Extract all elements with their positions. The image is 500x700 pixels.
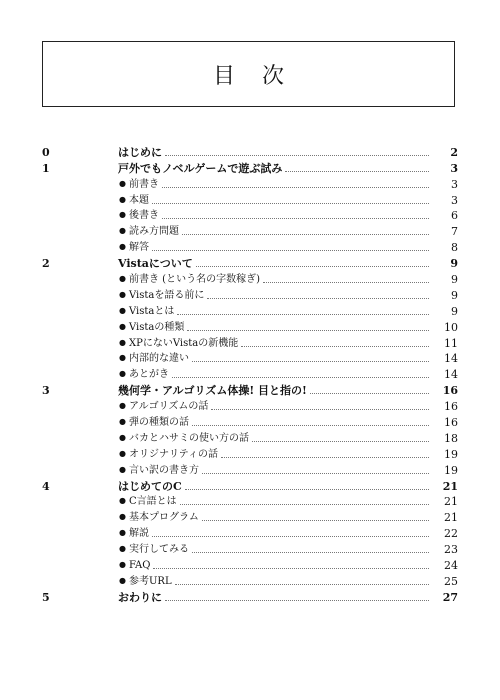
- toc-chapter-row[interactable]: [42, 588, 458, 604]
- toc-entry: [118, 481, 458, 493]
- toc-chapter-row[interactable]: [42, 143, 458, 159]
- toc-section-row[interactable]: [42, 365, 458, 381]
- toc-chapter-row[interactable]: [42, 254, 458, 270]
- bullet-icon: ●: [119, 210, 126, 220]
- toc-entry: [119, 338, 458, 350]
- toc-label: 弾の種類の話: [128, 417, 189, 429]
- bullet-icon: ●: [119, 305, 126, 315]
- page-number: 3: [450, 161, 458, 175]
- toc-label: はじめに: [118, 145, 162, 159]
- bullet-icon: ●: [119, 417, 126, 427]
- bullet-icon: ●: [119, 289, 126, 299]
- toc-label: 読み方問題: [128, 226, 179, 238]
- page-number: 3: [451, 193, 458, 207]
- toc-entry: [119, 433, 458, 445]
- toc-entry: [119, 449, 458, 461]
- bullet-icon: ●: [119, 194, 126, 204]
- toc-label: はじめてのC: [118, 479, 182, 493]
- toc-label: 基本プログラム: [128, 512, 199, 524]
- toc-section-row[interactable]: [42, 207, 458, 223]
- bullet-icon: ●: [119, 353, 126, 363]
- page-number: 2: [450, 145, 458, 159]
- toc-entry: [118, 147, 458, 159]
- dot-leader: [172, 376, 429, 378]
- toc-label: 戸外でもノベルゲームで遊ぶ試み: [118, 161, 283, 175]
- bullet-icon: ●: [119, 448, 126, 458]
- toc-entry: [119, 401, 458, 413]
- chapter-number: 3: [42, 384, 50, 398]
- dot-leader: [175, 583, 429, 585]
- toc-label: 実行してみる: [128, 544, 189, 556]
- page-number: 14: [444, 368, 458, 382]
- toc-entry: [119, 195, 458, 207]
- dot-leader: [192, 360, 429, 362]
- page-number: 9: [450, 257, 458, 271]
- toc-entry: [119, 560, 458, 572]
- toc-entry: [118, 258, 458, 270]
- toc-label: XPにないVistaの新機能: [128, 337, 239, 349]
- toc-entry: [119, 417, 458, 429]
- page-number: 11: [444, 336, 458, 350]
- page-number: 16: [444, 416, 458, 430]
- bullet-icon: ●: [119, 369, 126, 379]
- page-number: 9: [451, 304, 458, 318]
- bullet-icon: ●: [119, 496, 126, 506]
- toc-section-row[interactable]: [42, 238, 458, 254]
- dot-leader: [152, 249, 429, 251]
- dot-leader: [185, 488, 429, 490]
- dot-leader: [192, 551, 429, 553]
- toc-entry: [119, 179, 458, 191]
- bullet-icon: ●: [119, 560, 126, 570]
- toc-entry: [118, 592, 458, 604]
- table-of-contents: [42, 143, 458, 604]
- toc-entry: [119, 369, 458, 381]
- chapter-number: 0: [42, 145, 50, 159]
- page-number: 16: [444, 400, 458, 414]
- toc-section-row[interactable]: [42, 524, 458, 540]
- toc-label: おわりに: [118, 590, 162, 604]
- dot-leader: [152, 535, 429, 537]
- toc-label: Vistaの種類: [128, 321, 185, 333]
- toc-section-row[interactable]: [42, 397, 458, 413]
- toc-label: 言い訳の書き方: [128, 464, 199, 476]
- page-number: 16: [442, 384, 458, 398]
- page-number: 10: [444, 320, 458, 334]
- toc-label: 解答: [128, 242, 149, 254]
- toc-section-row[interactable]: [42, 175, 458, 191]
- toc-section-row[interactable]: [42, 334, 458, 350]
- page-number: 19: [444, 447, 458, 461]
- toc-section-row[interactable]: [42, 556, 458, 572]
- toc-section-row[interactable]: [42, 572, 458, 588]
- page-title: 目 次: [213, 63, 294, 89]
- page-number: 27: [442, 590, 458, 604]
- toc-section-row[interactable]: [42, 413, 458, 429]
- toc-chapter-row[interactable]: [42, 159, 458, 175]
- toc-label: 解説: [128, 528, 149, 540]
- dot-leader: [177, 313, 429, 315]
- toc-label: 本題: [128, 194, 149, 206]
- toc-section-row[interactable]: [42, 445, 458, 461]
- toc-label: Vistaについて: [118, 257, 193, 271]
- dot-leader: [196, 265, 429, 267]
- dot-leader: [285, 170, 429, 172]
- toc-entry: [119, 274, 458, 286]
- dot-leader: [252, 440, 429, 442]
- toc-chapter-row[interactable]: [42, 381, 458, 397]
- toc-label: Vistaとは: [128, 305, 175, 317]
- dot-leader: [162, 217, 429, 219]
- bullet-icon: ●: [119, 432, 126, 442]
- toc-section-row[interactable]: [42, 429, 458, 445]
- toc-entry: [119, 544, 458, 556]
- bullet-icon: ●: [119, 242, 126, 252]
- title-box: [42, 41, 455, 107]
- page-number: 7: [451, 225, 458, 239]
- toc-section-row[interactable]: [42, 270, 458, 286]
- toc-entry: [119, 465, 458, 477]
- toc-label: 後書き: [128, 210, 159, 222]
- dot-leader: [211, 408, 429, 410]
- page-number: 25: [444, 574, 458, 588]
- chapter-number: 4: [42, 479, 50, 493]
- dot-leader: [263, 281, 429, 283]
- toc-section-row[interactable]: [42, 318, 458, 334]
- bullet-icon: ●: [119, 401, 126, 411]
- toc-entry: [119, 528, 458, 540]
- page-number: 22: [444, 527, 458, 541]
- page-number: 9: [451, 273, 458, 287]
- bullet-icon: ●: [119, 226, 126, 236]
- toc-section-row[interactable]: [42, 350, 458, 366]
- page-number: 18: [444, 431, 458, 445]
- toc-section-row[interactable]: [42, 493, 458, 509]
- toc-entry: [119, 306, 458, 318]
- toc-entry: [119, 290, 458, 302]
- page-number: 21: [444, 495, 458, 509]
- dot-leader: [162, 186, 429, 188]
- toc-chapter-row[interactable]: [42, 477, 458, 493]
- toc-section-row[interactable]: [42, 508, 458, 524]
- toc-section-row[interactable]: [42, 461, 458, 477]
- toc-label: アルゴリズムの話: [128, 401, 209, 413]
- chapter-number: 5: [42, 590, 50, 604]
- toc-label: 前書き (という名の字数稼ぎ): [128, 274, 260, 286]
- page-number: 23: [444, 543, 458, 557]
- toc-label: 前書き: [128, 178, 159, 190]
- page-number: 3: [451, 177, 458, 191]
- bullet-icon: ●: [119, 512, 126, 522]
- toc-label: C言語とは: [128, 496, 177, 508]
- toc-section-row[interactable]: [42, 191, 458, 207]
- dot-leader: [207, 297, 429, 299]
- dot-leader: [187, 329, 429, 331]
- bullet-icon: ●: [119, 337, 126, 347]
- bullet-icon: ●: [119, 321, 126, 331]
- toc-entry: [119, 496, 458, 508]
- toc-entry: [119, 242, 458, 254]
- toc-label: 幾何学・アルゴリズム体操! 目と指の!: [118, 384, 307, 398]
- bullet-icon: ●: [119, 575, 126, 585]
- dot-leader: [221, 456, 429, 458]
- bullet-icon: ●: [119, 464, 126, 474]
- toc-entry: [118, 385, 458, 397]
- dot-leader: [152, 202, 429, 204]
- page-number: 24: [444, 559, 458, 573]
- toc-section-row[interactable]: [42, 302, 458, 318]
- page-number: 21: [442, 479, 458, 493]
- toc-label: 参考URL: [128, 575, 172, 587]
- dot-leader: [165, 599, 429, 601]
- page-number: 21: [444, 511, 458, 525]
- toc-section-row[interactable]: [42, 286, 458, 302]
- bullet-icon: ●: [119, 178, 126, 188]
- page-number: 8: [451, 241, 458, 255]
- bullet-icon: ●: [119, 544, 126, 554]
- page-number: 14: [444, 352, 458, 366]
- dot-leader: [241, 345, 429, 347]
- toc-entry: [119, 210, 458, 222]
- dot-leader: [180, 503, 429, 505]
- toc-entry: [119, 322, 458, 334]
- toc-label: オリジナリティの話: [128, 448, 218, 460]
- dot-leader: [202, 472, 429, 474]
- toc-entry: [119, 353, 458, 365]
- toc-section-row[interactable]: [42, 222, 458, 238]
- bullet-icon: ●: [119, 528, 126, 538]
- toc-entry: [119, 512, 458, 524]
- toc-entry: [119, 226, 458, 238]
- toc-entry: [118, 163, 458, 175]
- dot-leader: [310, 392, 429, 394]
- toc-label: バカとハサミの使い方の話: [128, 432, 249, 444]
- dot-leader: [192, 424, 429, 426]
- bullet-icon: ●: [119, 274, 126, 284]
- toc-label: FAQ: [128, 560, 151, 572]
- page-number: 9: [451, 288, 458, 302]
- dot-leader: [202, 519, 429, 521]
- chapter-number: 1: [42, 161, 50, 175]
- toc-label: あとがき: [128, 369, 169, 381]
- dot-leader: [182, 233, 429, 235]
- dot-leader: [165, 154, 429, 156]
- dot-leader: [153, 567, 429, 569]
- toc-label: 内部的な違い: [128, 353, 189, 365]
- toc-section-row[interactable]: [42, 540, 458, 556]
- page-number: 6: [451, 209, 458, 223]
- page-number: 19: [444, 463, 458, 477]
- toc-entry: [119, 576, 458, 588]
- toc-label: Vistaを語る前に: [128, 289, 205, 301]
- chapter-number: 2: [42, 257, 50, 271]
